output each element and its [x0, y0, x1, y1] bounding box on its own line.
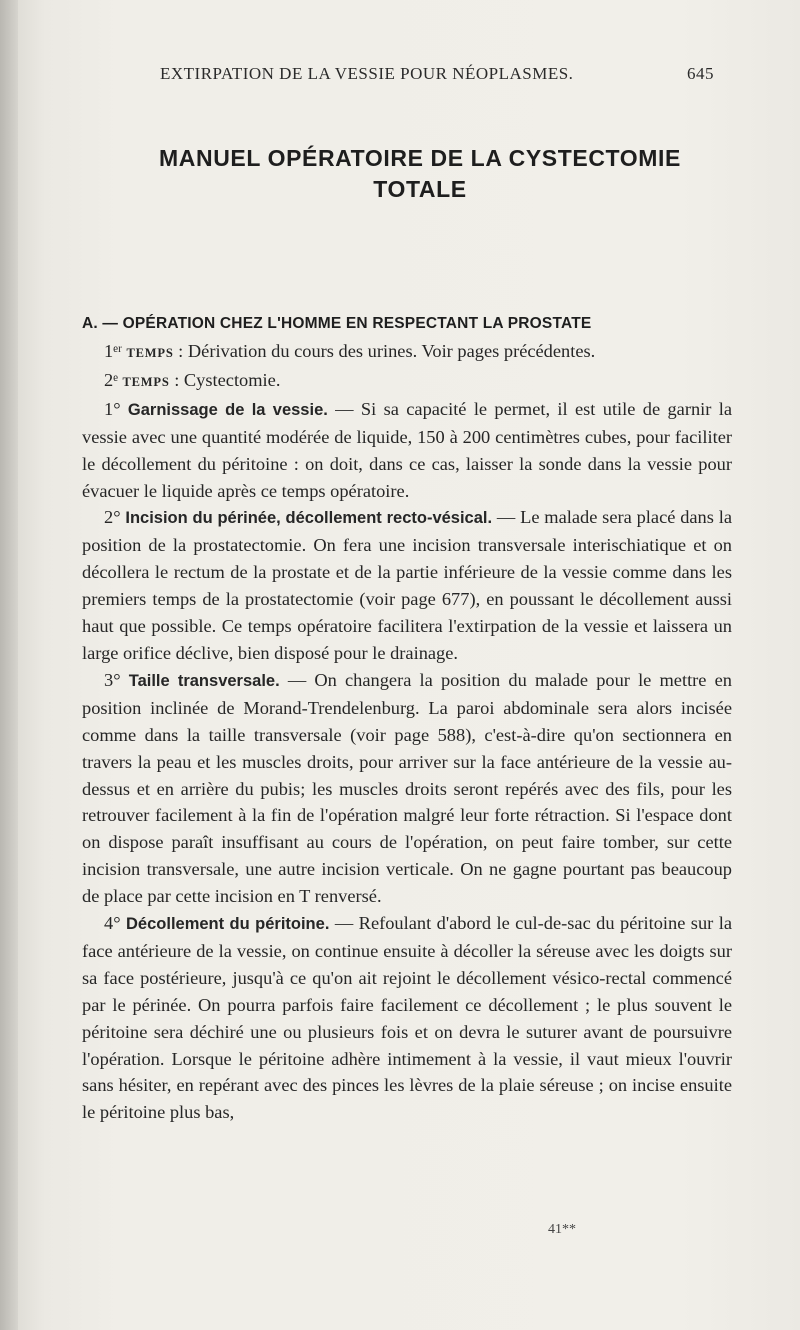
- printer-signature: 41**: [548, 1222, 576, 1237]
- paragraph-lead: Incision du périnée, décollement recto-vésical.: [125, 509, 493, 528]
- chapter-title-line2: TOTALE: [373, 176, 467, 202]
- paragraph-text: : Cystectomie.: [169, 369, 281, 390]
- body-text: [82, 338, 732, 1126]
- paragraph-lead: Taille transversale.: [128, 671, 280, 690]
- paragraph-taille-transversale: [82, 667, 732, 910]
- page-number: 645: [687, 64, 714, 83]
- paragraph-temps-1: [82, 338, 732, 367]
- running-header: [160, 64, 730, 84]
- step-number: 1°: [104, 398, 121, 419]
- paragraph-lead: Garnissage de la vessie.: [127, 400, 328, 419]
- paragraph-temps-2: [82, 367, 732, 396]
- paragraph-incision-perinee: [82, 504, 732, 666]
- paragraph-text: — On changera la position du malade pour le mettre en position inclinée de Morand-Trendelenburg. La paroi abdominale sera alors incisée comme dans la taille transversale (voir page 588), c'est-à-dire qu'on sectionnera en travers la peau et les muscles droits, pour arriver sur la face antérieure de la vessie au-dessus et en arrière du pubis; les muscles droits seront repérés avec des fils, pour les retrouver facilement à la fin de l'opération malgré leur forte rétraction. Si l'espace dont on dispose paraît insuffisant au cours de l'opération, on peut faire tomber, sur cette incision transversale, une autre incision verticale. On ne gagne pourtant pas beaucoup de place par cette incision en T renversé.: [82, 669, 732, 907]
- paragraph-text: — Si sa capacité le permet, il est utile de garnir la vessie avec une quantité modérée de liquide, 150 à 200 centimètres cubes, pour faciliter le décollement du péritoine : on doit, dans ce cas, laisser la sonde dans la vessie pour évacuer le liquide après ce temps opératoire.: [82, 398, 732, 501]
- step-number: 2ᵉ: [104, 369, 118, 390]
- paragraph-text: — Refoulant d'abord le cul-de-sac du péritoine sur la face antérieure de la vessie, on continue ensuite à décoller la séreuse avec les doigts sur sa face postérieure, jusqu'à ce qu'on ait rejoint le décollement vésico-rectal commencé par le périnée. On pourra parfois faire facilement ce décollement ; le plus souvent le péritoine sera déchiré une ou plusieurs fois et on devra le suturer avant de poursuivre l'opération. Lorsque le péritoine adhère intimement à la vessie, il vaut mieux l'ouvrir sans hésiter, en repérant avec des pinces les lèvres de la plaie séreuse ; on incise ensuite le péritoine plus bas,: [82, 913, 732, 1123]
- paragraph-lead: Décollement du péritoine.: [126, 915, 330, 934]
- step-number: 1ᵉʳ: [104, 341, 122, 361]
- page-gutter-shadow: [0, 0, 18, 1330]
- paragraph-decollement-peritoine: [82, 910, 732, 1126]
- step-label: TEMPS: [122, 374, 170, 389]
- step-number: 4°: [104, 913, 121, 934]
- chapter-title: [110, 143, 730, 205]
- paragraph-garnissage: [82, 396, 732, 505]
- step-number: 3°: [104, 669, 121, 690]
- step-number: 2°: [104, 507, 121, 528]
- chapter-title-line1: MANUEL OPÉRATOIRE DE LA CYSTECTOMIE: [159, 145, 681, 171]
- paragraph-text: : Dérivation du cours des urines. Voir pages précédentes.: [173, 341, 596, 361]
- section-heading: A. — OPÉRATION CHEZ L'HOMME EN RESPECTANT LA PROSTATE: [82, 315, 592, 332]
- step-label: TEMPS: [126, 346, 174, 360]
- running-title: EXTIRPATION DE LA VESSIE POUR NÉOPLASMES.: [160, 64, 574, 83]
- paragraph-text: — Le malade sera placé dans la position de la prostatectomie. On fera une incision transversale interischiatique et on décollera le rectum de la prostate et de la partie inférieure de la vessie comme dans les premiers temps de la prostatectomie (voir page 677), en poussant le décollement aussi haut que possible. Ce temps opératoire facilitera l'extirpation de la vessie et laissera un large orifice déclive, bien disposé pour le drainage.: [82, 507, 732, 663]
